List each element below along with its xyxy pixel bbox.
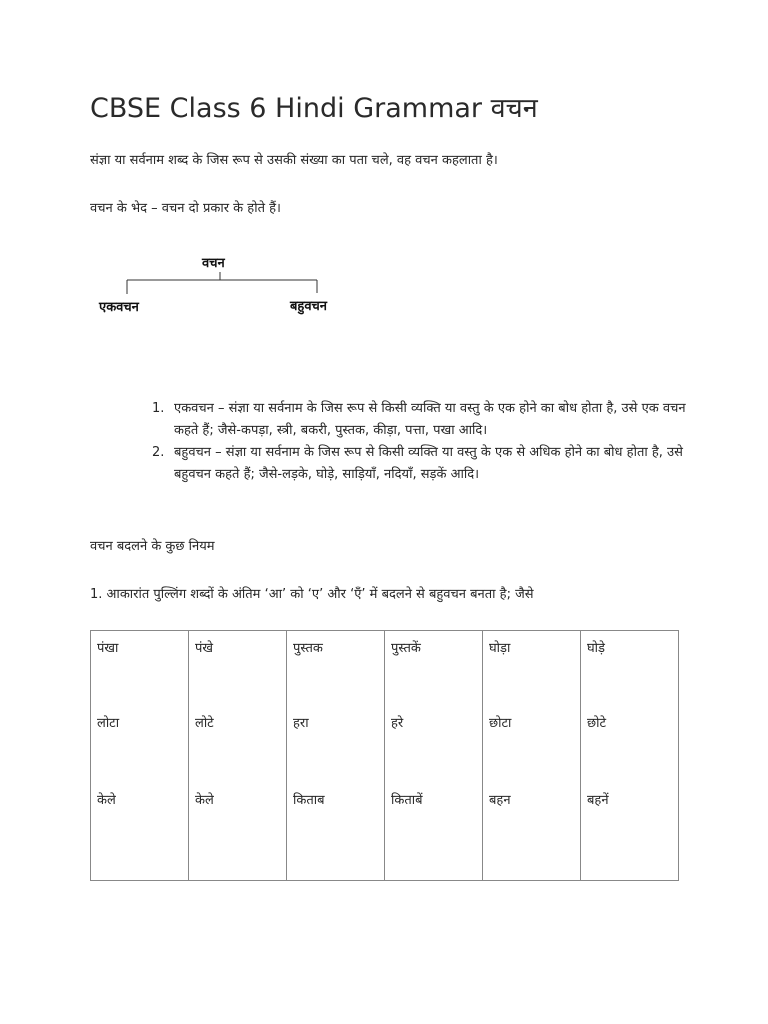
table-cell: पंखा (91, 631, 189, 707)
list-item-number: 2. (152, 445, 165, 460)
tree-right-label: बहुवचन (290, 299, 328, 314)
table-cell: बहनें (581, 783, 679, 881)
table-cell: हरा (287, 706, 385, 783)
table-cell: पंखे (189, 631, 287, 707)
list-item (148, 442, 688, 486)
list-item (148, 398, 688, 442)
table-row (91, 783, 679, 881)
list-item-number: 1. (152, 401, 165, 416)
table-cell: केले (91, 783, 189, 881)
definitions-list (148, 398, 688, 486)
table-cell: किताबें (385, 783, 483, 881)
table-cell: घोड़े (581, 631, 679, 707)
types-intro-paragraph: वचन के भेद – वचन दो प्रकार के होते हैं। (90, 201, 281, 216)
table-cell: पुस्तक (287, 631, 385, 707)
tree-root-label: वचन (202, 256, 225, 271)
table-cell: छोटे (581, 706, 679, 783)
table-row (91, 706, 679, 783)
rule-1-text: 1. आकारांत पुल्लिंग शब्दों के अंतिम ‘आ’ को ‘ए’ और ‘एँ’ में बदलने से बहुवचन बनता है; जैसे (90, 587, 534, 602)
list-item-text: एकवचन – संज्ञा या सर्वनाम के जिस रूप से किसी व्यक्ति या वस्तु के एक होने का बोध होता है, उसे एक वचन कहते हैं; जैसे-कपड़ा, स्त्री, बकरी, पुस्तक, कीड़ा, पत्ता, पखा आदि। (174, 401, 686, 438)
rules-heading: वचन बदलने के कुछ नियम (90, 539, 215, 554)
table-cell: लोटा (91, 706, 189, 783)
list-item-text: बहुवचन – संज्ञा या सर्वनाम के जिस रूप से किसी व्यक्ति या वस्तु के एक से अधिक होने का बोध होता है, उसे बहुवचन कहते हैं; जैसे-लड़के, घोड़े, साड़ियाँ, नदियाँ, सड़कें आदि। (174, 445, 683, 482)
table-cell: हरे (385, 706, 483, 783)
tree-left-label: एकवचन (99, 300, 139, 315)
table-row (91, 631, 679, 707)
intro-paragraph: संज्ञा या सर्वनाम शब्द के जिस रूप से उसकी संख्या का पता चले, वह वचन कहलाता है। (90, 153, 498, 168)
table-cell: घोड़ा (483, 631, 581, 707)
page-title: CBSE Class 6 Hindi Grammar वचन (90, 93, 538, 124)
table-cell: केले (189, 783, 287, 881)
plural-examples-table (90, 630, 679, 881)
table-cell: किताब (287, 783, 385, 881)
table-cell: छोटा (483, 706, 581, 783)
table-cell: लोटे (189, 706, 287, 783)
table-cell: पुस्तकें (385, 631, 483, 707)
vachan-tree-diagram (90, 250, 360, 322)
table-cell: बहन (483, 783, 581, 881)
